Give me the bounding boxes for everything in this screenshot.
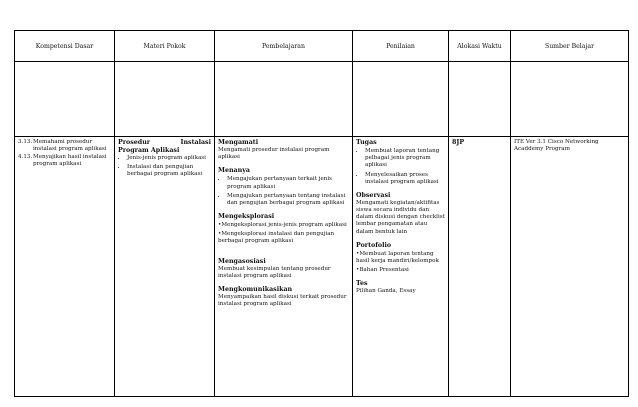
header-kompetensi: Kompetensi Dasar (15, 31, 115, 62)
menanya-heading: Menanya (218, 167, 250, 175)
mengasosiasi-text: Membuat kesimpulan tentang prosedur instalasi program aplikasi (218, 265, 331, 279)
mengeksplorasi-list (218, 222, 349, 245)
list-item: • Jenis-jenis program aplikasi (127, 155, 211, 162)
header-penilaian: Penilaian (353, 31, 449, 62)
blank-cell (511, 62, 629, 137)
mengkomunikasikan-text: Menyampaikan hasil diskusi terkait prosedur instalasi program aplikasi (218, 293, 347, 308)
kompetensi-item: 4.13. Menyajikan hasil instalasi program aplikasi (18, 154, 107, 168)
portofolio-heading: Portofolio (356, 241, 392, 249)
sumber-cell (511, 137, 629, 397)
blank-cell (215, 62, 353, 137)
list-item: • Mengajukan pertanyaan tentang instalasi dan pengujian berbagai program aplikasi (227, 193, 349, 207)
mengeksplorasi-heading: Mengeksplorasi (218, 213, 275, 221)
mengamati-text: Mengamati prosedur instalasi program aplikasi (218, 147, 330, 161)
alokasi-cell (449, 137, 511, 397)
list-item: • Instalasi dan pengujian berbagai program aplikasi (127, 164, 211, 178)
list-item: • Bahan Presentasi (356, 267, 445, 274)
tugas-heading: Tugas (356, 139, 377, 146)
blank-cell (115, 62, 215, 137)
tes-text: Pilihan Ganda, Essay (356, 288, 416, 295)
observasi-text: Mengamati kegiatan/aktifitas siswa secara individu dan dalam diskusi dengan checklist lembar pengamatan atau dalam bentuk lain (356, 199, 445, 235)
mengkomunikasikan-heading: Mengkomunikasikan (218, 285, 293, 293)
blank-cell (15, 62, 115, 137)
blank-row (15, 62, 629, 137)
tugas-list (356, 148, 445, 186)
list-item: • Mengeksplorasi instalasi dan pengujian berbagai program aplikasi (218, 231, 349, 245)
header-alokasi: Alokasi Waktu (449, 31, 511, 62)
alokasi-value: 8JP (452, 139, 465, 146)
portofolio-list (356, 251, 445, 274)
observasi-heading: Observasi (356, 191, 391, 199)
list-item: • Membuat laporan tentang hasil kerja mandiri/kelompok (356, 251, 445, 265)
mengamati-heading: Mengamati (218, 139, 259, 146)
penilaian-cell (353, 137, 449, 397)
mengasosiasi-heading: Mengasosiasi (218, 257, 266, 265)
header-row (15, 31, 629, 62)
header-pembelajaran: Pembelajaran (215, 31, 353, 62)
header-materi: Materi Pokok (115, 31, 215, 62)
syllabus-table (14, 30, 629, 397)
header-sumber: Sumber Belajar (511, 31, 629, 62)
materi-list (118, 155, 211, 178)
sumber-value: ITE Ver 3.1 Cisco Networking Acaddemy Program (514, 139, 599, 153)
blank-cell (449, 62, 511, 137)
materi-title: Prosedur Instalasi Program Aplikasi (118, 139, 211, 154)
list-item: • Menyelesaikan proses instalasi program aplikasi (365, 172, 445, 186)
tes-heading: Tes (356, 280, 368, 288)
kompetensi-cell (15, 137, 115, 397)
list-item: • Membuat laporan tentang pelbagai jenis program aplikasi (365, 148, 445, 169)
blank-cell (353, 62, 449, 137)
pembelajaran-cell (215, 137, 353, 397)
menanya-list (218, 176, 349, 207)
content-row (15, 137, 629, 397)
list-item: • Mengajukan pertanyaan terkait jenis program aplikasi (227, 176, 349, 190)
list-item: • Mengeksplorasi jenis-jenis program aplikasi (218, 222, 349, 229)
materi-cell (115, 137, 215, 397)
kompetensi-item: 3.13. Memahami prosedur instalasi program aplikasi (18, 139, 107, 153)
